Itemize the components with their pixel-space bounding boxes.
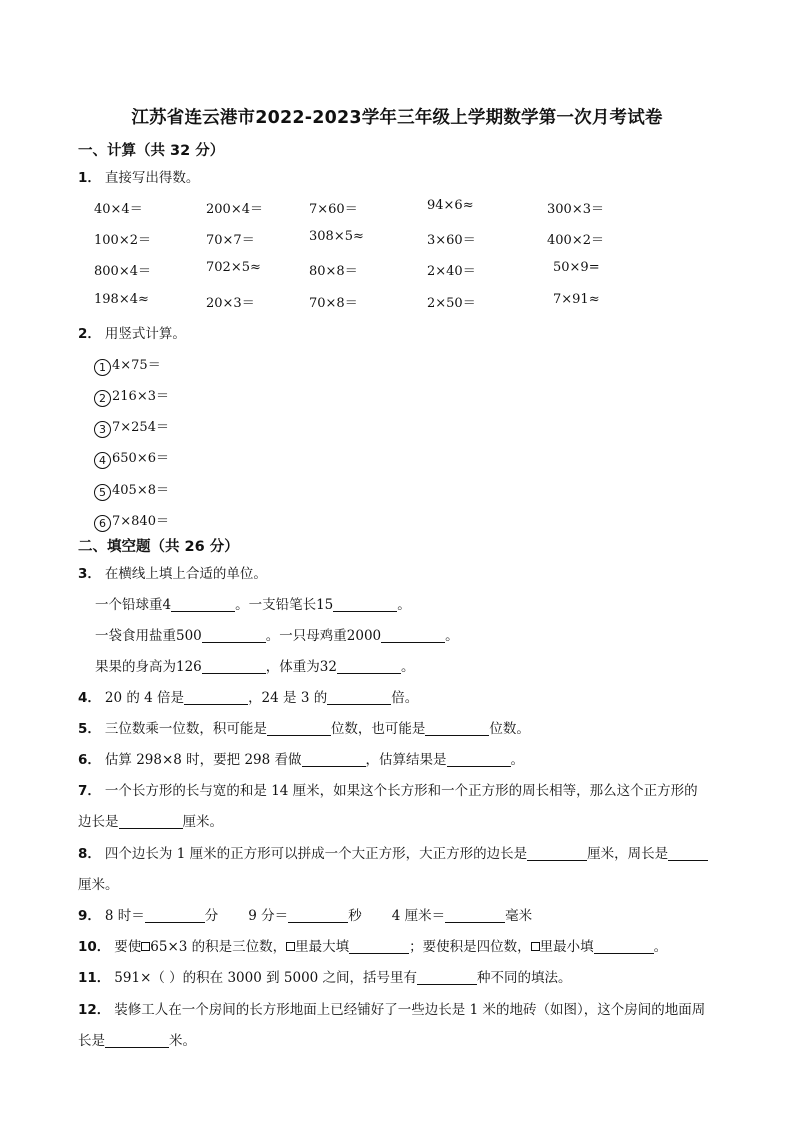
question-8-continued: 厘米。: [78, 877, 119, 893]
answer-blank[interactable]: [327, 690, 391, 705]
answer-blank[interactable]: [668, 846, 708, 861]
question-6: 6． 估算 298×8 时，要把 298 看做 ，估算结果是 。: [78, 752, 525, 768]
question-number: 1．: [78, 170, 101, 186]
question-number: 3．: [78, 566, 101, 582]
question-number: 8．: [78, 846, 101, 862]
question-3-line-2: 一袋食用盐重500 。一只母鸡重2000 。: [95, 628, 459, 644]
question-3: [78, 562, 267, 582]
calc-cell: 198×4≈: [94, 292, 149, 307]
question-2: [78, 322, 186, 342]
calc-cell: 800×4＝: [94, 264, 151, 279]
vertical-calc-item: 4 650×6＝: [94, 447, 169, 469]
question-number: 5．: [78, 721, 101, 737]
calc-cell: 2×50＝: [427, 296, 476, 311]
circled-number: 5: [94, 484, 111, 501]
circled-number: 2: [94, 390, 111, 407]
calc-cell: 80×8＝: [309, 264, 358, 279]
page-title: 江苏省连云港市2022-2023学年三年级上学期数学第一次月考试卷: [131, 108, 663, 128]
question-1: [78, 166, 199, 186]
question-11: 11． 591×（ ）的积在 3000 到 5000 之间，括号里有 种不同的填法。: [78, 970, 572, 986]
question-text: 直接写出得数。: [104, 170, 200, 186]
circled-number: 4: [94, 452, 111, 469]
question-3-line-3: 果果的身高为126 ，体重为32 。: [95, 659, 415, 675]
question-10: 10． 要使 65×3 的积是三位数， 里最大填 ；要使积是四位数， 里最小填 。: [78, 939, 668, 955]
question-text: 用竖式计算。: [104, 326, 186, 342]
answer-blank[interactable]: [171, 597, 235, 612]
calc-cell: 20×3＝: [206, 296, 255, 311]
calc-cell: 308×5≈: [309, 229, 364, 244]
calc-cell: 100×2＝: [94, 233, 151, 248]
question-7: 7． 一个长方形的长与宽的和是 14 厘米，如果这个长方形和一个正方形的周长相等，那么这个正方形的: [78, 783, 698, 799]
question-8: 8． 四个边长为 1 厘米的正方形可以拼成一个大正方形，大正方形的边长是 厘米，周长是: [78, 842, 708, 862]
vertical-calc-item: 6 7×840＝: [94, 510, 169, 532]
question-number: 10．: [78, 939, 111, 955]
answer-blank[interactable]: [425, 721, 489, 736]
box-placeholder-icon: [286, 942, 295, 951]
vertical-calc-item: 5 405×8＝: [94, 479, 169, 501]
question-number: 11．: [78, 970, 111, 986]
calc-cell: 7×91≈: [553, 292, 600, 307]
calc-cell: 50×9=: [553, 260, 600, 275]
answer-blank[interactable]: [288, 908, 348, 923]
calc-cell: 7×60＝: [309, 202, 358, 217]
vertical-calc-item: 1 4×75＝: [94, 354, 161, 376]
answer-blank[interactable]: [267, 721, 331, 736]
answer-blank[interactable]: [337, 659, 401, 674]
answer-blank[interactable]: [145, 908, 205, 923]
question-3-line-1: 一个铅球重4 。一支铅笔长15 。: [95, 597, 411, 613]
question-number: 6．: [78, 752, 101, 768]
vertical-calc-item: 2 216×3＝: [94, 385, 169, 407]
answer-blank[interactable]: [594, 939, 654, 954]
question-text: 在横线上填上合适的单位。: [104, 566, 267, 582]
question-number: 2．: [78, 326, 101, 342]
calc-cell: 300×3＝: [547, 202, 604, 217]
question-12: 12． 装修工人在一个房间的长方形地面上已经铺好了一些边长是 1 米的地砖（如图），这个房间的地面周: [78, 1002, 706, 1018]
answer-blank[interactable]: [302, 752, 366, 767]
circled-number: 1: [94, 359, 111, 376]
answer-blank[interactable]: [417, 970, 477, 985]
question-4: 4． 20 的 4 倍是 ，24 是 3 的 倍。: [78, 690, 419, 706]
calc-cell: 70×8＝: [309, 296, 358, 311]
calc-cell: 94×6≈: [427, 198, 474, 213]
calc-cell: 40×4＝: [94, 202, 143, 217]
calc-cell: 400×2＝: [547, 233, 604, 248]
question-7-continued: 边长是 厘米。: [78, 814, 223, 830]
section-heading-fill-in: 二、填空题（共 26 分）: [78, 539, 239, 555]
calc-cell: 3×60＝: [427, 233, 476, 248]
answer-blank[interactable]: [119, 814, 183, 829]
question-number: 7．: [78, 783, 101, 799]
question-12-continued: 长是 米。: [78, 1033, 196, 1049]
circled-number: 6: [94, 515, 111, 532]
answer-blank[interactable]: [202, 628, 266, 643]
calc-cell: 200×4＝: [206, 202, 263, 217]
circled-number: 3: [94, 421, 111, 438]
box-placeholder-icon: [141, 942, 150, 951]
answer-blank[interactable]: [333, 597, 397, 612]
question-number: 9．: [78, 908, 101, 924]
vertical-calc-item: 3 7×254＝: [94, 416, 169, 438]
question-number: 4．: [78, 690, 101, 706]
box-placeholder-icon: [531, 942, 540, 951]
answer-blank[interactable]: [381, 628, 445, 643]
calc-cell: 2×40＝: [427, 264, 476, 279]
calc-cell: 702×5≈: [206, 260, 261, 275]
answer-blank[interactable]: [447, 752, 511, 767]
question-number: 12．: [78, 1002, 111, 1018]
answer-blank[interactable]: [349, 939, 409, 954]
section-heading-calculation: 一、计算（共 32 分）: [78, 143, 225, 159]
answer-blank[interactable]: [184, 690, 248, 705]
question-5: 5． 三位数乘一位数，积可能是 位数，也可能是 位数。: [78, 721, 530, 737]
answer-blank[interactable]: [202, 659, 266, 674]
question-9: 9． 8 时＝ 分 9 分＝ 秒 4 厘米＝ 毫米: [78, 908, 533, 924]
answer-blank[interactable]: [527, 846, 587, 861]
answer-blank[interactable]: [445, 908, 505, 923]
calc-cell: 70×7＝: [206, 233, 255, 248]
answer-blank[interactable]: [105, 1033, 169, 1048]
